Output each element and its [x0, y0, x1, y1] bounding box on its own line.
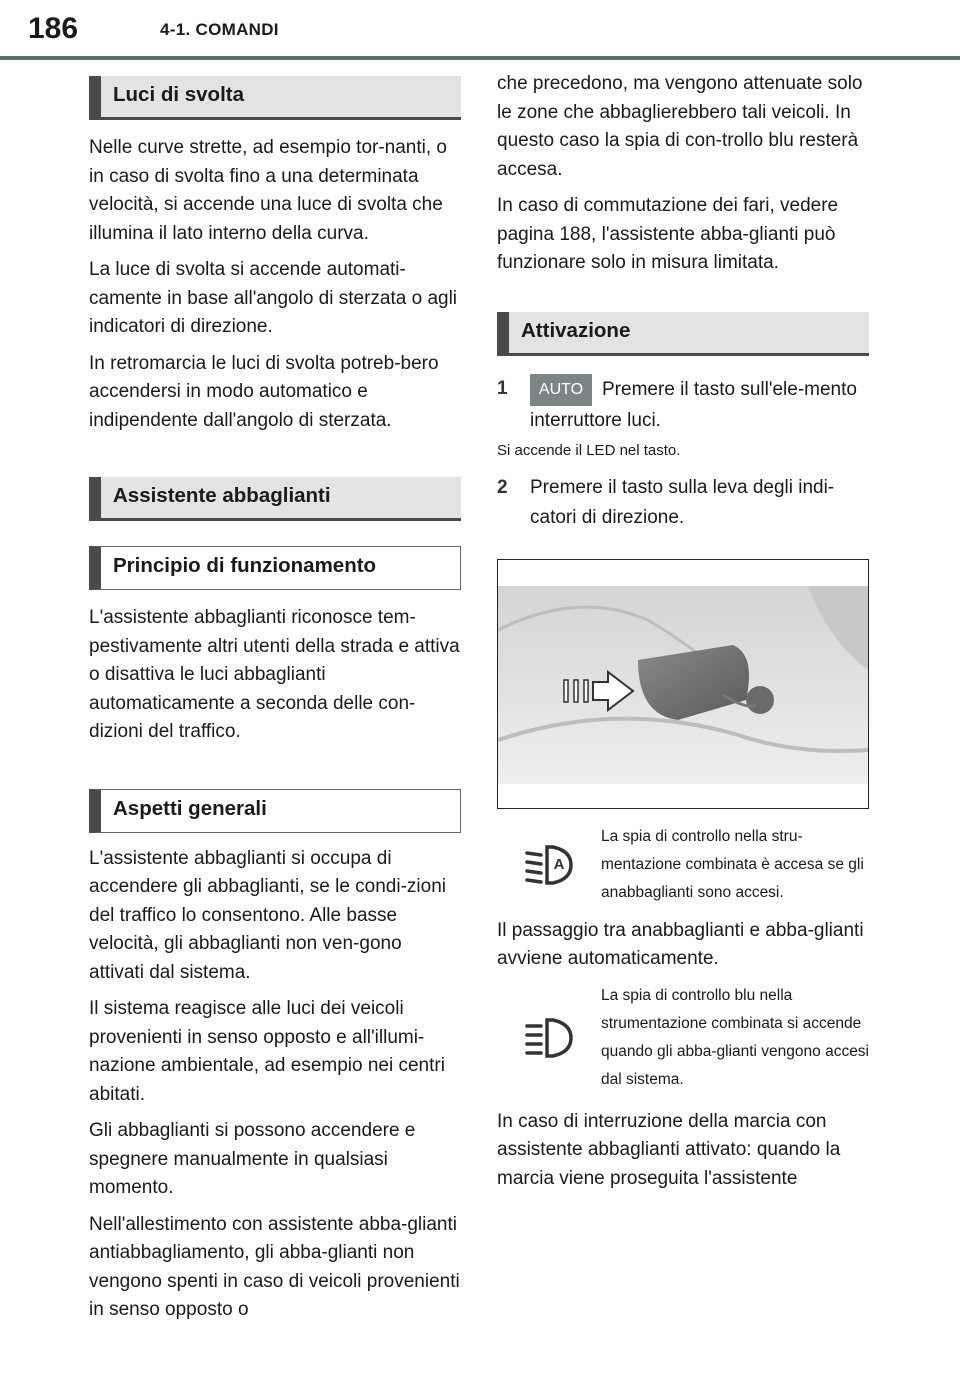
paragraph: Gli abbaglianti si possono accendere e spegnere manualmente in qualsiasi momento. — [89, 1120, 416, 1198]
paragraph: L'assistente abbaglianti riconosce tem-pestivamente altri utenti della strada e attiva o disattiva le luci abbaglianti automaticamente a seconda delle con-dizioni del traffico. — [89, 607, 460, 742]
left-column — [89, 76, 461, 1333]
heading-principio: Principio di funzionamento — [89, 546, 461, 590]
paragraph: La luce di svolta si accende automati-camente in base all'angolo di sterzata o agli indicatori di direzione. — [89, 259, 458, 337]
header-divider — [0, 56, 960, 60]
note: Si accende il LED nel tasto. — [497, 441, 681, 459]
heading-luci-di-svolta: Luci di svolta — [89, 76, 461, 120]
heading-attivazione: Attivazione — [497, 312, 869, 356]
auto-button-icon: AUTO — [530, 374, 592, 406]
step-number: 2 — [497, 476, 508, 498]
paragraph: L'assistente abbaglianti si occupa di accendere gli abbaglianti, se le condi-zioni del traffico lo consentono. Alle basse velocità, gli abbaglianti non ven-gono attivati dal sistema. — [89, 847, 447, 983]
paragraph: In retromarcia le luci di svolta potreb-bero accendersi in modo automatico e indipendente dall'angolo di sterzata. — [89, 352, 439, 431]
step-2 — [497, 473, 869, 533]
step-text: Premere il tasto sull'ele-mento interruttore luci. — [530, 378, 857, 431]
low-beam-auto-icon — [523, 843, 575, 887]
turn-signal-lever-figure — [497, 559, 869, 809]
lever-illustration — [498, 560, 868, 808]
step-text: Premere il tasto sulla leva degli indi-catori di direzione. — [530, 476, 835, 528]
right-column — [497, 70, 869, 1201]
low-beam-indicator-row — [497, 823, 869, 907]
paragraph: Nelle curve strette, ad esempio tor-nanti, o in caso di svolta fino a una determinata velocità, si accende una luce di svolta che illumina il lato interno della curva. — [89, 137, 448, 244]
page-number: 186 — [28, 12, 79, 45]
section-title: 4-1. COMANDI — [160, 20, 279, 39]
indicator-text: La spia di controllo blu nella strumentazione combinata si accende quando gli abba-glianti vengono accesi dal sistema. — [601, 986, 870, 1088]
step-1 — [497, 374, 869, 436]
paragraph: che precedono, ma vengono attenuate solo le zone che abbaglierebbero tali veicoli. In questo caso la spia di con-trollo blu resterà accesa. — [497, 73, 863, 180]
indicator-text: La spia di controllo nella stru-mentazione combinata è accesa se gli anabbaglianti sono accesi. — [601, 827, 864, 901]
paragraph: In caso di commutazione dei fari, vedere pagina 188, l'assistente abba-glianti può funzionare solo in misura limitata. — [497, 195, 839, 273]
step-number: 1 — [497, 377, 508, 399]
svg-text:A: A — [553, 855, 565, 873]
high-beam-indicator-row — [497, 982, 869, 1094]
paragraph: Il passaggio tra anabbaglianti e abba-glianti avviene automaticamente. — [497, 919, 864, 969]
paragraph: Nell'allestimento con assistente abba-glianti antiabbagliamento, gli abba-glianti non vengono spenti in caso di veicoli provenienti in senso opposto o — [89, 1213, 460, 1320]
paragraph: Il sistema reagisce alle luci dei veicoli provenienti in senso opposto e all'illumi-nazione ambientale, ad esempio nei centri abitati. — [89, 998, 445, 1105]
paragraph: In caso di interruzione della marcia con assistente abbaglianti attivato: quando la marcia viene proseguita l'assistente — [497, 1110, 841, 1189]
heading-assistente-abbaglianti: Assistente abbaglianti — [89, 477, 461, 521]
high-beam-icon — [523, 1016, 575, 1060]
heading-aspetti-generali: Aspetti generali — [89, 789, 461, 833]
